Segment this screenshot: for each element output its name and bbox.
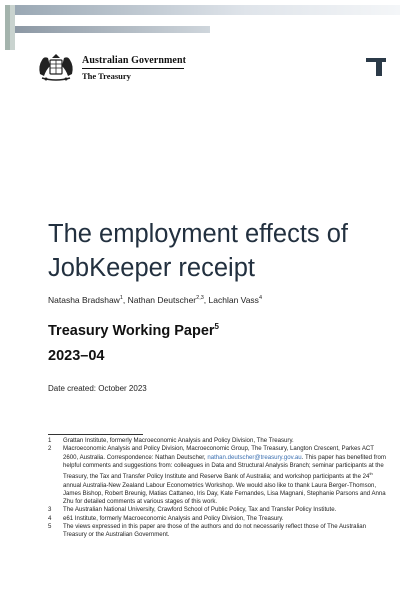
footnote-number: 1 [48, 437, 52, 444]
series-label [48, 322, 219, 339]
paper-number: 2023–04 [48, 348, 105, 364]
author-name: Nathan Deutscher [127, 295, 197, 305]
footnote-number: 3 [48, 506, 52, 514]
date-created: Date created: October 2023 [48, 384, 147, 393]
treasury-t-icon [366, 58, 386, 76]
author-affiliation-marker: 1 [119, 295, 123, 302]
footnote-text: The views expressed in this paper are those of the authors and do not necessarily reflect those of The Australian Treasury or the Australian Government. [63, 523, 367, 539]
footnote [48, 523, 388, 540]
series-footnote-marker: 5 [214, 322, 219, 331]
government-logo [36, 52, 186, 84]
coat-of-arms-icon [36, 52, 76, 84]
footnote-number: 2 [48, 445, 52, 453]
author-affiliation-marker: 4 [258, 295, 262, 302]
department-name: The Treasury [82, 71, 131, 81]
footnote-text-part: . This paper has benefited from helpful comments and suggestions from: colleagues in Data and Structural Analysis Branch; seminar participants at the Treasury, the Tax and Transfer Policy Institute and Reserve Bank of Australia; and workshop participants at the 24 [63, 453, 386, 481]
footnote [48, 445, 388, 506]
footnote-number: 4 [48, 514, 52, 522]
footnote-text: Grattan Institute, formerly Macroeconomic Analysis and Policy Division, The Treasury. [63, 437, 294, 444]
footnote-text-part: annual Australia-New Zealand Labour Econometrics Workshop. We would also like to thank Laura Berger-Thomson, James Bishop, Robert Breunig, Matias Cattaneo, Iris Day, Kate Fernandes, Lisa Magnani, Stephanie Parsons and Anna Zhu for detailed comments at various stages of this work. [63, 481, 386, 506]
author-name: Natasha Bradshaw [48, 295, 120, 305]
paper-title: The employment effects of JobKeeper receipt [48, 220, 349, 282]
footnote-text-part: Macroeconomic Analysis and Policy Division, Macroeconomic Group, The Treasury, Langton Crescent, Parkes ACT 2600, Australia. Correspondence: Nathan Deutscher, [63, 445, 374, 461]
footnote-number: 5 [48, 523, 52, 530]
footnote-text [63, 445, 388, 506]
author-affiliation-marker: 2,3 [196, 295, 204, 302]
decorative-bar-top-short [15, 26, 210, 33]
ordinal-suffix: th [369, 471, 373, 477]
footnote-text: The Australian National University, Crawford School of Public Policy, Tax and Transfer Policy Institute. [63, 506, 337, 514]
author-list: Natasha Bradshaw$^1$, Nathan Deutscher$^{2,3}$, Lachlan Vass$^4$ [48, 295, 262, 305]
correspondence-email-link[interactable]: nathan.deutscher@treasury.gov.au [207, 453, 302, 461]
footnote-text: e61 Institute, formerly Macroeconomic Analysis and Policy Division, The Treasury. [63, 514, 284, 522]
footnote [48, 506, 388, 514]
footnotes [48, 437, 388, 540]
footnote [48, 437, 388, 445]
footnote [48, 515, 388, 523]
decorative-bar-top [15, 5, 400, 15]
author-name: Lachlan Vass [208, 295, 259, 305]
series-label-text: Treasury Working Paper [48, 322, 215, 339]
government-name: Australian Government [82, 55, 187, 66]
footnote-divider [48, 434, 143, 435]
logo-divider [82, 68, 184, 69]
